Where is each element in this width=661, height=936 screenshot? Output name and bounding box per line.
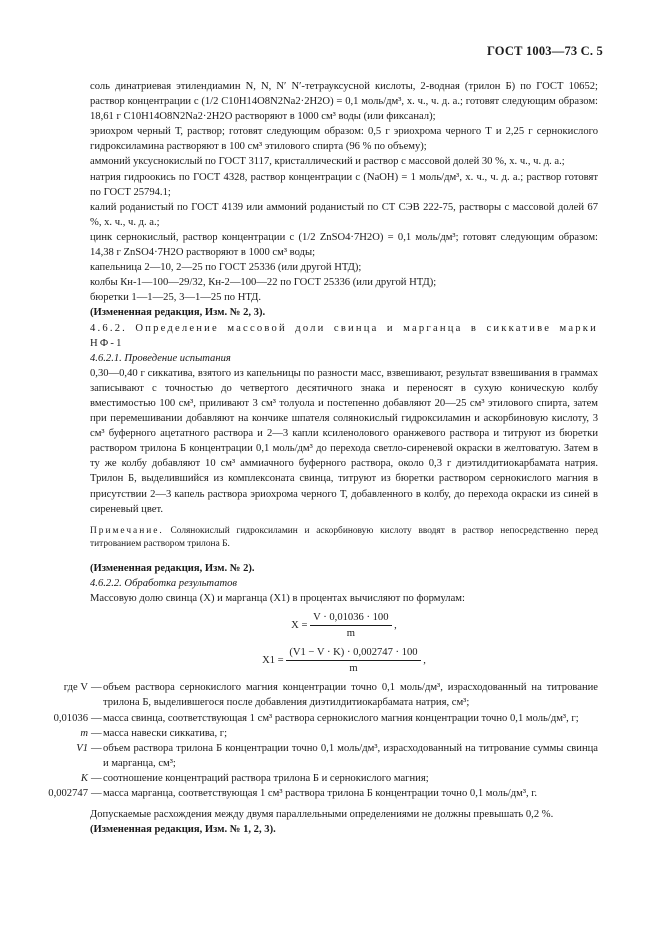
subsection-heading-4-6-2-1: 4.6.2.1. Проведение испытания [90, 352, 231, 364]
page-header: ГОСТ 1003—73 С. 5 [486, 44, 603, 58]
definition-text: масса марганца, соответствующая 1 см³ раствора трилона Б концентрации точно 0,1 моль/дм³, г. [103, 788, 538, 800]
reagent-zinc-sulfate: цинк сернокислый, раствор концентрации c (1/2 ZnSO4·7H2O) = 0,1 моль/дм³; готовят следующим образом: 14,38 г ZnSO4·7H2O растворяют в 1000 см³ воды; [90, 231, 598, 259]
formula-lead-denominator: m [346, 628, 355, 640]
definition-text: объем раствора сернокислого магния концентрации точно 0,1 моль/дм³, израсходованный на титрование трилона Б, выделившегося после добавления диэтилдитиокарбамата натрия, см³; [103, 682, 598, 709]
definition-row [80, 726, 598, 741]
formula-manganese-lhs: X1 = [262, 655, 284, 667]
formula-lead: X = $\frac{V \cdot 0,01036 \cdot 100}{m}$ , [90, 610, 598, 641]
definition-text: соотношение концентраций раствора трилона Б и сернокислого магния; [103, 772, 429, 784]
definition-text: масса навески сиккатива, г; [103, 727, 228, 739]
reagent-ammonium-acetate: аммоний уксуснокислый по ГОСТ 3117, кристаллический и раствор с массовой долей 30 %, х. ч., ч. д. а.; [90, 156, 565, 168]
definition-text: объем раствора трилона Б концентрации точно 0,1 моль/дм³, израсходованный на титрование суммы свинца и марганца, см³; [103, 742, 598, 769]
formula-lead-numerator: V · 0,01036 · 100 [310, 610, 391, 626]
reagent-eriochrome: эриохром черный Т, раствор; готовят следующим образом: 0,5 г эриохрома черного Т и 2,25 г сернокислого гидроксиламина растворяют в 100 см³ этилового спирта (96 % по объему); [90, 126, 598, 153]
equipment-burettes: бюретки 1—1—25, 3—1—25 по НТД. [90, 292, 262, 304]
reagent-thiocyanate: калий роданистый по ГОСТ 4139 или аммоний роданистый по СТ СЭВ 222-75, растворы с массовой долей 67 %, х. ч., ч. д. а.; [90, 201, 598, 228]
subsection-heading-4-6-2-2: 4.6.2.2. Обработка результатов [90, 577, 238, 589]
formula-intro: Массовую долю свинца (X) и марганца (X1) в процентах вычисляют по формулам: [90, 592, 465, 604]
tolerance-statement: Допускаемые расхождения между двумя параллельными определениями не должны превышать 0,2 %. [90, 809, 554, 821]
definition-dash: — [91, 712, 102, 724]
reagent-trilon-b: соль динатриевая этилендиамин N, N, N′ N′-тетрауксусной кислоты, 2-водная (трилон Б) по ГОСТ 10652; раствор концентрации c (1/2 C10H14O8N2Na2·2H2O) = 0,1 моль/дм³, х. ч., ч. д. а.; готовят следующим образом: 18,61 г C10H14O8N2Na2·2H2O растворяют в 1000 см³ воды (или фиксанал); [90, 81, 598, 123]
definition-symbol: где V [63, 682, 88, 694]
formula-manganese-numerator: (V1 − V · K) · 0,002747 · 100 [286, 645, 420, 661]
definition-row [48, 786, 598, 801]
definition-dash: — [91, 772, 102, 784]
equipment-dropper: капельница 2—10, 2—25 по ГОСТ 25336 (или другой НТД); [90, 262, 362, 274]
definition-row [76, 741, 598, 771]
section-heading-4-6-2: 4.6.2. Определение массовой доли свинца и марганца в сиккативе марки НФ-1 [90, 322, 598, 349]
note-text: Солянокислый гидроксиламин и аскорбиновую кислоту вводят в раствор непосредственно перед титрованием раствором трилона Б. [90, 525, 599, 549]
definition-symbol: K [80, 772, 88, 784]
formula-lead-fraction [310, 610, 391, 641]
note-label: Примечание. [90, 525, 164, 536]
revision-note-2: (Измененная редакция, Изм. № 2). [90, 562, 255, 574]
definition-symbol: 0,01036 [53, 712, 88, 724]
definition-text: масса свинца, соответствующая 1 см³ раствора сернокислого магния концентрации точно 0,1 моль/дм³, г; [103, 712, 579, 724]
revision-note-1: (Измененная редакция, Изм. № 2, 3). [90, 307, 266, 319]
definition-dash: — [91, 727, 102, 739]
equipment-flasks: колбы Кн-1—100—29/32, Кн-2—100—22 по ГОСТ 25336 (или другой НТД); [90, 277, 437, 289]
definition-row [53, 711, 598, 726]
definition-symbol: 0,002747 [48, 788, 88, 800]
revision-note-3: (Измененная редакция, Изм. № 1, 2, 3). [90, 824, 276, 836]
formula-manganese: X1 = $\frac{(V1 - V \cdot K) \cdot 0,002747 \cdot 100}{m}$ , [90, 645, 598, 676]
document-body [48, 79, 599, 837]
definition-dash: — [91, 788, 102, 800]
note-block [90, 525, 598, 551]
definition-symbol: V1 [76, 742, 88, 754]
formula-manganese-denominator: m [349, 663, 358, 675]
definition-dash: — [91, 682, 102, 694]
definition-symbol: m [80, 727, 88, 739]
formula-manganese-fraction [286, 645, 420, 676]
definition-dash: — [91, 742, 102, 754]
reagent-sodium-hydroxide: натрия гидроокись по ГОСТ 4328, раствор концентрации c (NaOH) = 1 моль/дм³, х. ч., ч. д. а.; раствор готовят по ГОСТ 25794.1; [90, 171, 598, 198]
formula-lead-lhs: X = [291, 620, 308, 632]
definition-row [63, 680, 598, 710]
definition-row [80, 771, 598, 786]
test-procedure: 0,30—0,40 г сиккатива, взятого из капельницы по разности масс, взвешивают, результат взвешивания в граммах записывают с точностью до четвертого десятичного знака и переносят в сухую коническую колбу вместимостью 100 см³, приливают 3 см³ толуола и постепенно добавляют 20—25 см³ этилового спирта, затем при перемешивании добавляют на кончике шпателя солянокислый гидроксиламин и аскорбиновую кислоту, 3 см³ буферного ацетатного раствора и 2—3 капли ксиленолового оранжевого раствора и титруют из бюретки раствором трилона Б концентрации 0,1 моль/дм³ до перехода светло-сиреневой окраски в желтоватую. Затем в ту же колбу добавляют 10 см³ аммиачного буферного раствора, около 0,3 г диэтилдитиокарбамата натрия. Трилон Б, выделившийся из комплексоната свинца, титруют из бюретки раствором сернокислого магния в присутствии 2—3 капель раствора эриохрома черного Т, добавленного в колбу, до перехода окраски из синей в сиреневый цвет. [90, 367, 598, 515]
variable-definitions [48, 680, 598, 801]
